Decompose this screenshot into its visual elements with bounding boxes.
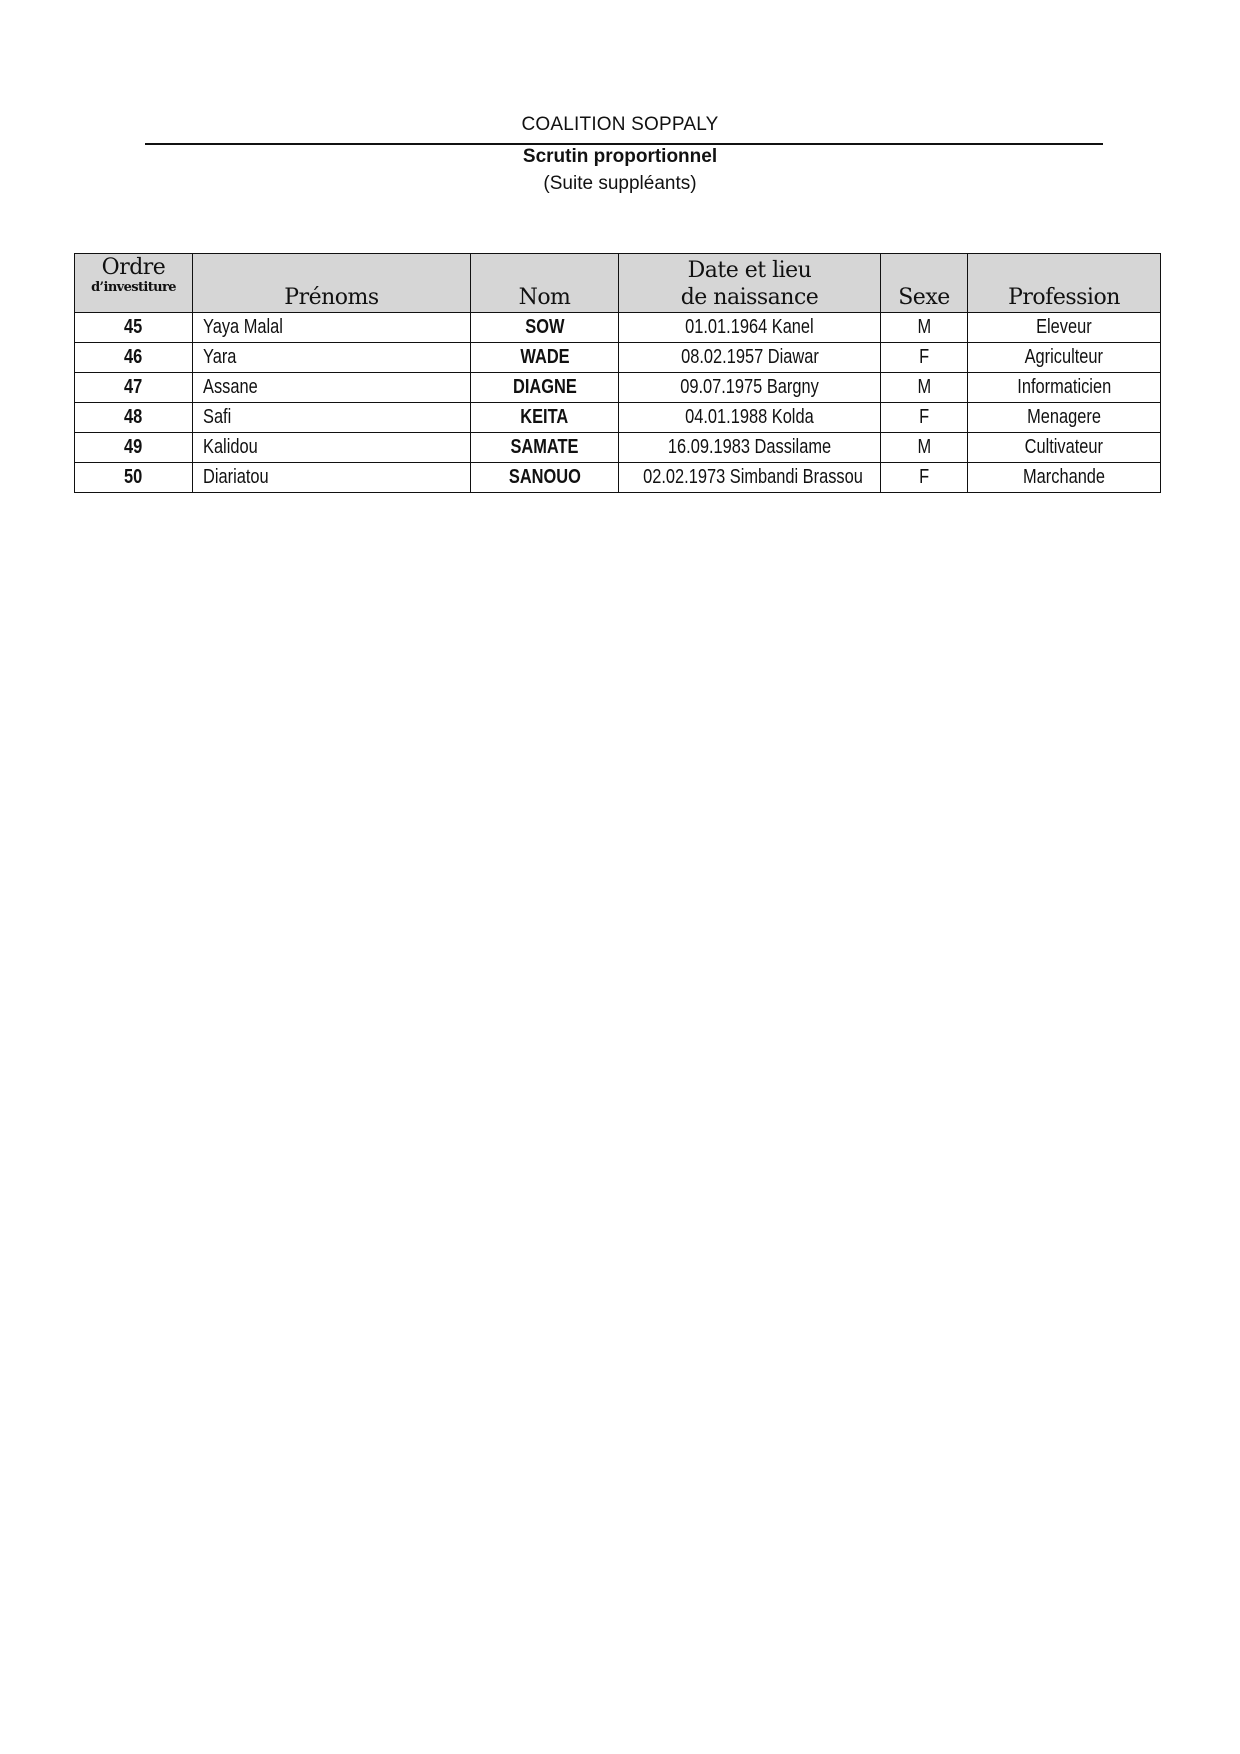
sexe-cell: M (881, 313, 968, 343)
column-header-ordre (75, 254, 193, 313)
column-header-date-lieu (619, 254, 881, 313)
date-lieu-cell: 04.01.1988 Kolda (619, 403, 881, 433)
ordre-cell: 48 (75, 403, 193, 433)
sexe-cell: F (881, 463, 968, 493)
nom-cell: SAMATE (471, 433, 619, 463)
table-body (75, 313, 1161, 493)
nom-cell: SANOUO (471, 463, 619, 493)
date-header-line1: Date et lieu (687, 258, 812, 283)
ordre-header-sublabel: d’investiture (91, 280, 176, 295)
document-subtitle: Scrutin proportionnel (522, 146, 718, 167)
ordre-header-label: Ordre (101, 255, 166, 280)
date-lieu-cell: 08.02.1957 Diawar (619, 343, 881, 373)
profession-cell: Marchande (968, 463, 1161, 493)
nom-cell: WADE (471, 343, 619, 373)
prenoms-cell: Diariatou (193, 463, 471, 493)
nom-cell: SOW (471, 313, 619, 343)
date-lieu-cell: 02.02.1973 Simbandi Brassou (619, 463, 881, 493)
table-row (75, 373, 1161, 403)
nom-cell: DIAGNE (471, 373, 619, 403)
document-title: COALITION SOPPALY (521, 114, 719, 135)
table-header-row (75, 254, 1161, 313)
sexe-cell: F (881, 403, 968, 433)
profession-cell: Informaticien (968, 373, 1161, 403)
nom-cell: KEITA (471, 403, 619, 433)
column-header-prenoms: Prénoms (193, 254, 471, 313)
title-divider (145, 143, 1103, 145)
profession-cell: Eleveur (968, 313, 1161, 343)
column-header-nom: Nom (471, 254, 619, 313)
date-lieu-cell: 16.09.1983 Dassilame (619, 433, 881, 463)
prenoms-cell: Assane (193, 373, 471, 403)
prenoms-cell: Safi (193, 403, 471, 433)
table-row (75, 433, 1161, 463)
table-row (75, 463, 1161, 493)
ordre-cell: 47 (75, 373, 193, 403)
ordre-cell: 45 (75, 313, 193, 343)
prenoms-cell: Yara (193, 343, 471, 373)
profession-cell: Cultivateur (968, 433, 1161, 463)
sexe-cell: F (881, 343, 968, 373)
ordre-cell: 50 (75, 463, 193, 493)
profession-cell: Agriculteur (968, 343, 1161, 373)
date-lieu-cell: 09.07.1975 Bargny (619, 373, 881, 403)
date-lieu-cell: 01.01.1964 Kanel (619, 313, 881, 343)
prenoms-cell: Kalidou (193, 433, 471, 463)
date-header-line2: de naissance (680, 285, 819, 310)
sexe-cell: M (881, 433, 968, 463)
column-header-profession: Profession (968, 254, 1161, 313)
ordre-cell: 49 (75, 433, 193, 463)
table-row (75, 313, 1161, 343)
prenoms-cell: Yaya Malal (193, 313, 471, 343)
sexe-cell: M (881, 373, 968, 403)
table-row (75, 403, 1161, 433)
document-note: (Suite suppléants) (543, 173, 697, 194)
table-row (75, 343, 1161, 373)
ordre-cell: 46 (75, 343, 193, 373)
column-header-sexe: Sexe (881, 254, 968, 313)
candidates-table (74, 253, 1161, 493)
profession-cell: Menagere (968, 403, 1161, 433)
